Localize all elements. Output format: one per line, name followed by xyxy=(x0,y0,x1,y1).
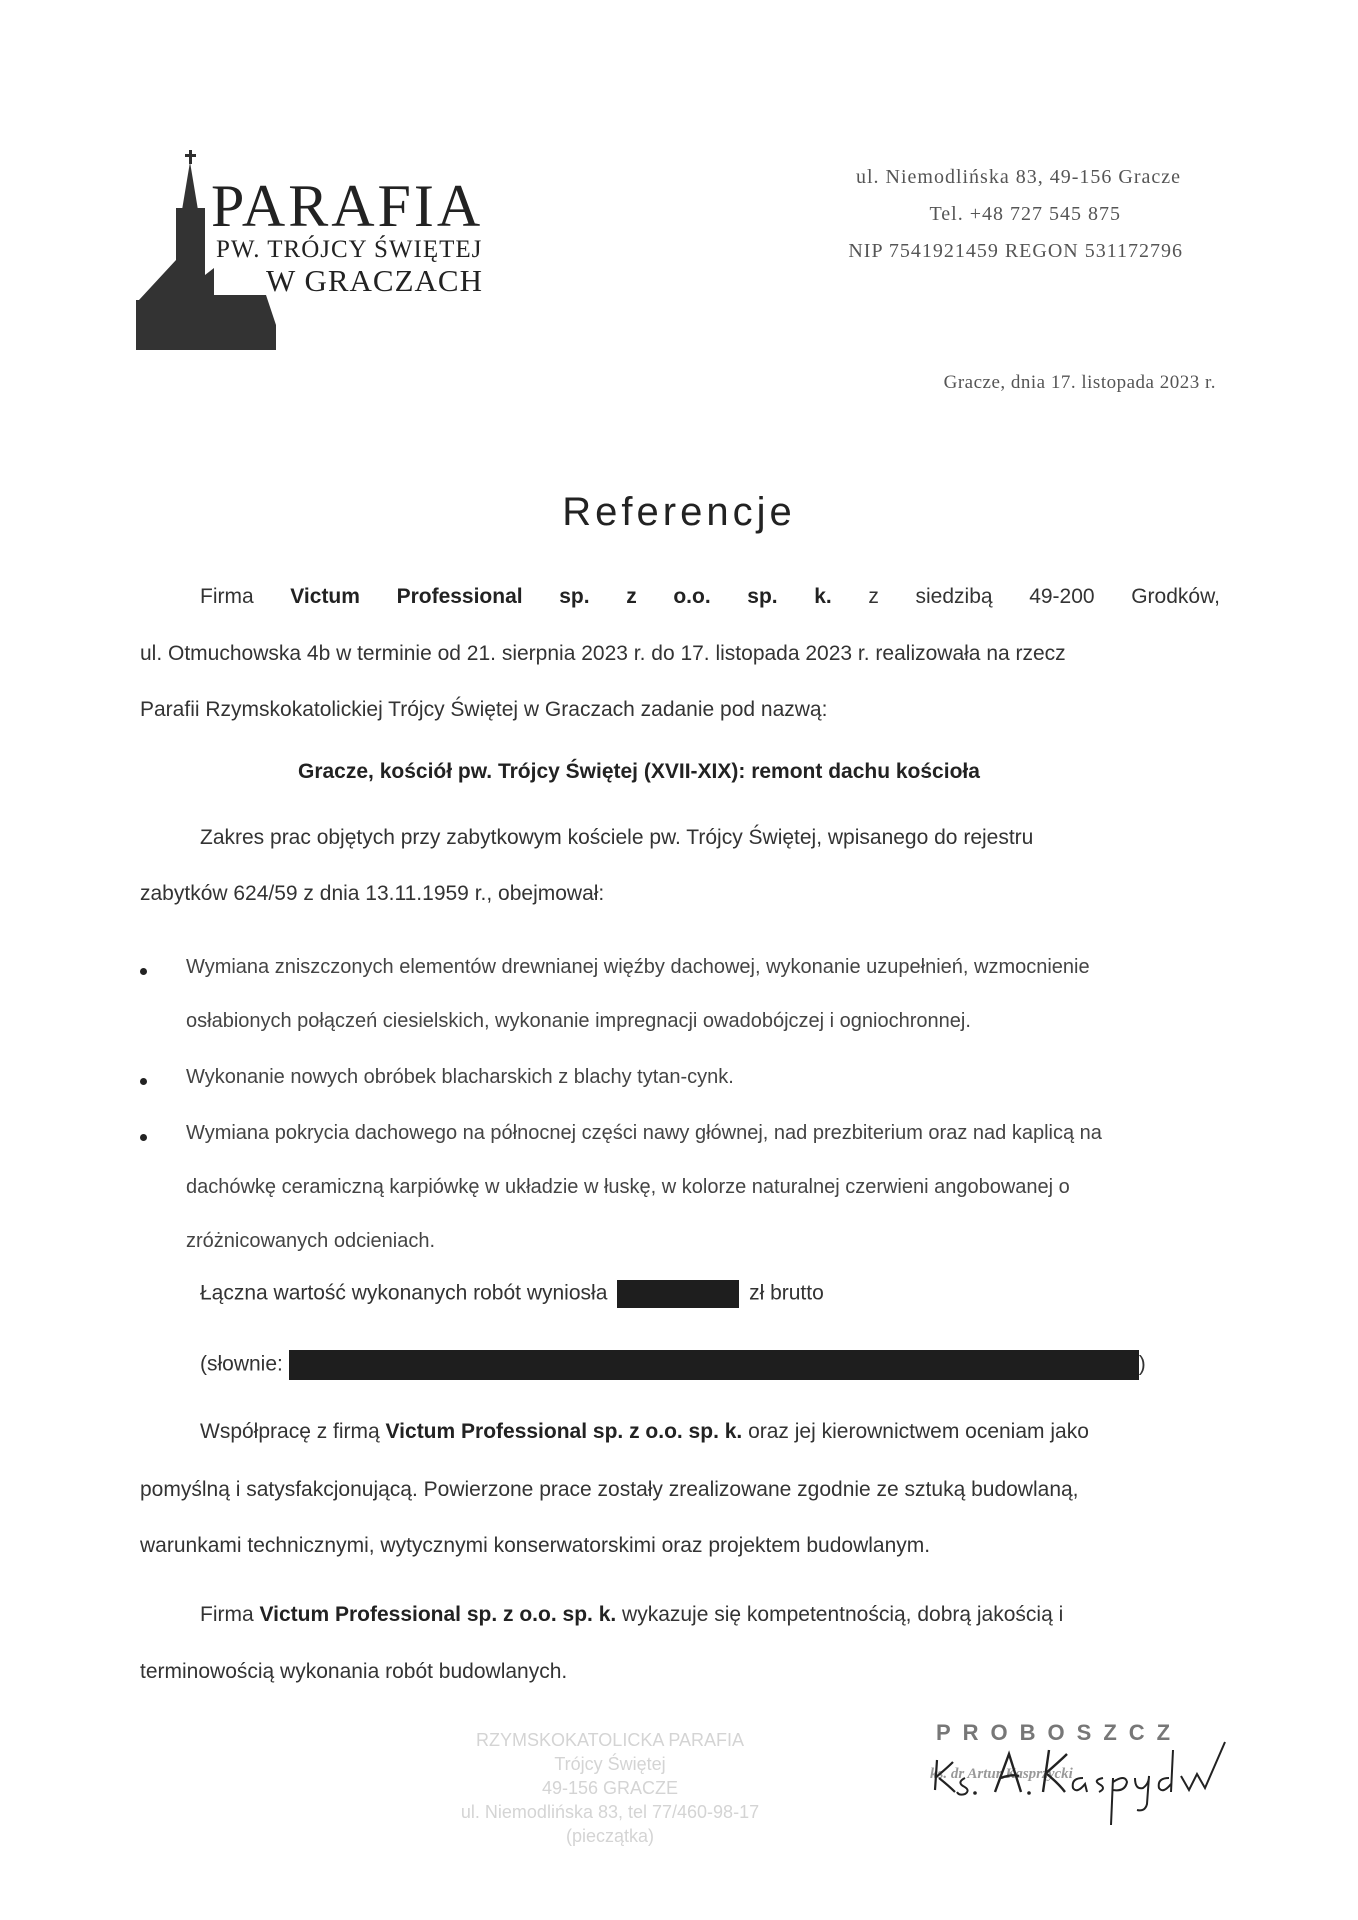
list-item-line: zróżnicowanych odcieniach. xyxy=(186,1230,436,1252)
list-item-line: Wymiana zniszczonych elementów drewnianej więźby dachowej, wykonanie uzupełnień, wzmocnienie xyxy=(186,956,1090,978)
competence-line-1 xyxy=(200,1603,1063,1627)
intro-word: z xyxy=(868,585,879,608)
amount-in-words-line xyxy=(200,1350,1146,1380)
competence-text: Firma xyxy=(200,1603,260,1626)
parish-stamp xyxy=(440,1728,780,1848)
stamp-line: RZYMSKOKATOLICKA PARAFIA xyxy=(475,1730,745,1750)
intro-word: sp. xyxy=(559,585,590,608)
competence-line-2: terminowością wykonania robót budowlanych. xyxy=(140,1660,568,1683)
cooperation-line-2: pomyślną i satysfakcjonującą. Powierzone prace zostały zrealizowane zgodnie ze sztuką budowlaną, xyxy=(140,1478,1079,1501)
intro-word: sp. xyxy=(747,585,778,608)
signatory-name: ks. dr Artur Kasprzycki xyxy=(930,1766,1073,1782)
cooperation-text: oraz jej kierownictwem oceniam jako xyxy=(742,1420,1089,1443)
intro-word: o.o. xyxy=(673,585,711,608)
stamp-line: Trójcy Świętej xyxy=(554,1754,666,1774)
bullet-icon xyxy=(140,1078,147,1085)
total-value-label: Łączna wartość wykonanych robót wyniosła xyxy=(200,1281,608,1305)
stamp-line: (pieczątka) xyxy=(565,1826,655,1846)
list-item-line: Wykonanie nowych obróbek blacharskich z blachy tytan-cynk. xyxy=(186,1066,734,1088)
task-name-text: Gracze, kościół pw. Trójcy Świętej (XVII-XIX): remont dachu kościoła xyxy=(298,760,980,783)
list-item-line: dachówkę ceramiczną karpiówkę w układzie w łuskę, w kolorze naturalnej czerwieni angobowanej o xyxy=(186,1176,1070,1198)
cooperation-line-3: warunkami technicznymi, wytycznymi konserwatorskimi oraz projektem budowlanym. xyxy=(140,1534,931,1557)
stamp-line: ul. Niemodlińska 83, tel 77/460-98-17 xyxy=(460,1802,760,1822)
intro-word: k. xyxy=(814,585,832,608)
intro-line-2: ul. Otmuchowska 4b w terminie od 21. sierpnia 2023 r. do 17. listopada 2023 r. realizowała na rzecz xyxy=(140,642,1066,665)
letter-date: Gracze, dnia 17. listopada 2023 r. xyxy=(943,372,1216,393)
intro-word: Grodków, xyxy=(1131,585,1220,608)
address-street: ul. Niemodlińska 83, 49-156 Gracze xyxy=(855,166,1181,188)
task-name xyxy=(298,760,980,784)
address-tax-ids: NIP 7541921459 REGON 531172796 xyxy=(848,240,1183,262)
signatory-role: PROBOSZCZ xyxy=(936,1720,1183,1745)
handwritten-signature xyxy=(925,1720,1245,1830)
in-words-close: ) xyxy=(1138,1352,1146,1376)
cooperation-line-1 xyxy=(200,1420,1089,1444)
intro-line-1 xyxy=(200,585,1220,609)
address-phone: Tel. +48 727 545 875 xyxy=(929,203,1121,225)
bullet-icon xyxy=(140,1134,147,1141)
intro-word: 49-200 xyxy=(1029,585,1095,608)
list-item-line: Wymiana pokrycia dachowego na północnej części nawy głównej, nad prezbiterium oraz nad kaplicą na xyxy=(186,1122,1102,1144)
document-title: Referencje xyxy=(562,490,796,534)
logo-title: PARAFIA xyxy=(211,173,484,239)
intro-word: Firma xyxy=(200,585,254,608)
total-value-line xyxy=(200,1280,824,1308)
competence-text: wykazuje się kompetentnością, dobrą jakością i xyxy=(616,1603,1064,1626)
redacted-amount-words xyxy=(289,1350,1139,1380)
company-name: Victum Professional sp. z o.o. sp. k. xyxy=(385,1420,743,1443)
scope-line-1: Zakres prac objętych przy zabytkowym kościele pw. Trójcy Świętej, wpisanego do rejestru xyxy=(200,826,1034,849)
intro-word: Victum xyxy=(290,585,360,608)
currency-label: zł brutto xyxy=(749,1281,824,1305)
intro-word: z xyxy=(626,585,637,608)
redacted-amount xyxy=(617,1280,739,1308)
intro-word: Professional xyxy=(396,585,523,608)
cooperation-text: Współpracę z firmą xyxy=(200,1420,386,1443)
bullet-icon xyxy=(140,968,147,975)
stamp-line: 49-156 GRACZE xyxy=(541,1778,679,1798)
parish-logo xyxy=(136,150,516,350)
scope-line-2: zabytków 624/59 z dnia 13.11.1959 r., obejmował: xyxy=(140,882,605,905)
in-words-label: (słownie: xyxy=(200,1352,283,1376)
intro-line-3: Parafii Rzymskokatolickiej Trójcy Świętej w Graczach zadanie pod nazwą: xyxy=(140,698,828,721)
intro-word: siedzibą xyxy=(915,585,993,608)
company-name: Victum Professional sp. z o.o. sp. k. xyxy=(259,1603,617,1626)
address-block xyxy=(683,166,1183,277)
logo-location: W GRACZACH xyxy=(266,263,483,298)
logo-subtitle: PW. TRÓJCY ŚWIĘTEJ xyxy=(216,236,483,263)
list-item-line: osłabionych połączeń ciesielskich, wykonanie impregnacji owadobójczej i ogniochronnej. xyxy=(186,1010,971,1032)
